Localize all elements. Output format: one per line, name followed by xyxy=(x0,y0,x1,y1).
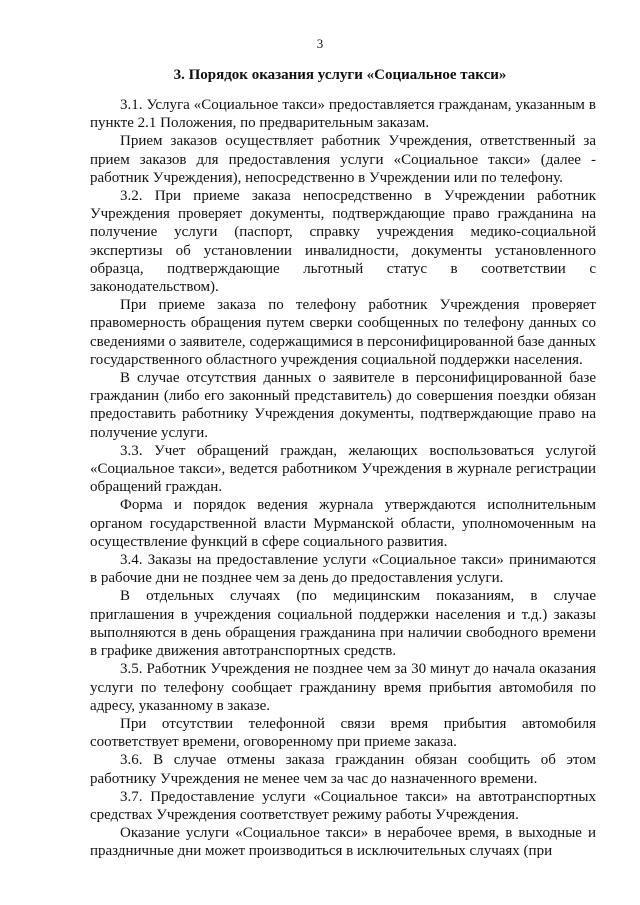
paragraph: При отсутствии телефонной связи время прибытия автомобиля соответствует времени, оговоренному при приеме заказа. xyxy=(90,715,596,751)
paragraph-3-1: 3.1. Услуга «Социальное такси» предоставляется гражданам, указанным в пункте 2.1 Положения, по предварительным заказам. xyxy=(90,97,596,132)
paragraph-3-6: 3.6. В случае отмены заказа гражданин обязан сообщить об этом работнику Учреждения не менее чем за час до назначенного времени. xyxy=(90,752,596,787)
paragraph-3-5: 3.5. Работник Учреждения не позднее чем за 30 минут до начала оказания услуги по телефону сообщает гражданину время прибытия автомобиля по адресу, указанному в заказе. xyxy=(90,661,596,714)
section-title: 3. Порядок оказания услуги «Социальное такси» xyxy=(173,67,507,83)
paragraph-3-7: 3.7. Предоставление услуги «Социальное такси» на автотранспортных средствах Учреждения соответствует режиму работы Учреждения. xyxy=(90,788,596,823)
paragraph: Форма и порядок ведения журнала утверждаются исполнительным органом государственной власти Мурманской области, уполномоченным на осуществление функций в сфере социального развития. xyxy=(90,497,596,550)
paragraph: Оказание услуги «Социальное такси» в нерабочее время, в выходные и праздничные дни может производиться в исключительных случаях (при xyxy=(90,825,596,860)
paragraph: Прием заказов осуществляет работник Учреждения, ответственный за прием заказов для предоставления услуги «Социальное такси» (далее - работник Учреждения), непосредственно в Учреждении или по телефону. xyxy=(90,133,596,186)
paragraph: В случае отсутствия данных о заявителе в персонифицированной базе гражданин (либо его законный представитель) до совершения поездки обязан предоставить работнику Учреждения документы, подтверждающие право на получение услуги. xyxy=(90,370,596,441)
document-body xyxy=(90,96,596,861)
paragraph: В отдельных случаях (по медицинским показаниям, в случае приглашения в учреждения социальной поддержки населения и т.д.) заказы выполняются в день обращения гражданина при наличии свободного времени в графике движения автотранспортных средств. xyxy=(90,588,596,660)
page-number: 3 xyxy=(316,36,324,51)
paragraph: При приеме заказа по телефону работник Учреждения проверяет правомерность обращения путем сверки сообщенных по телефону данных со сведениями о заявителе, содержащимися в персонифицированной базе данных государственного областного учреждения социальной поддержки населения. xyxy=(90,297,596,368)
paragraph-3-4: 3.4. Заказы на предоставление услуги «Социальное такси» принимаются в рабочие дни не позднее чем за день до предоставления услуги. xyxy=(90,552,596,587)
paragraph-3-2: 3.2. При приеме заказа непосредственно в Учреждении работник Учреждения проверяет документы, подтверждающие право гражданина на получение услуги (паспорт, справку учреждения медико-социальной экспертизы об установлении инвалидности, документы установленного образца, подтверждающие льготный статус в соответствии с законодательством). xyxy=(90,188,596,296)
paragraph-3-3: 3.3. Учет обращений граждан, желающих воспользоваться услугой «Социальное такси», ведется работником Учреждения в журнале регистрации обращений граждан. xyxy=(90,442,596,496)
